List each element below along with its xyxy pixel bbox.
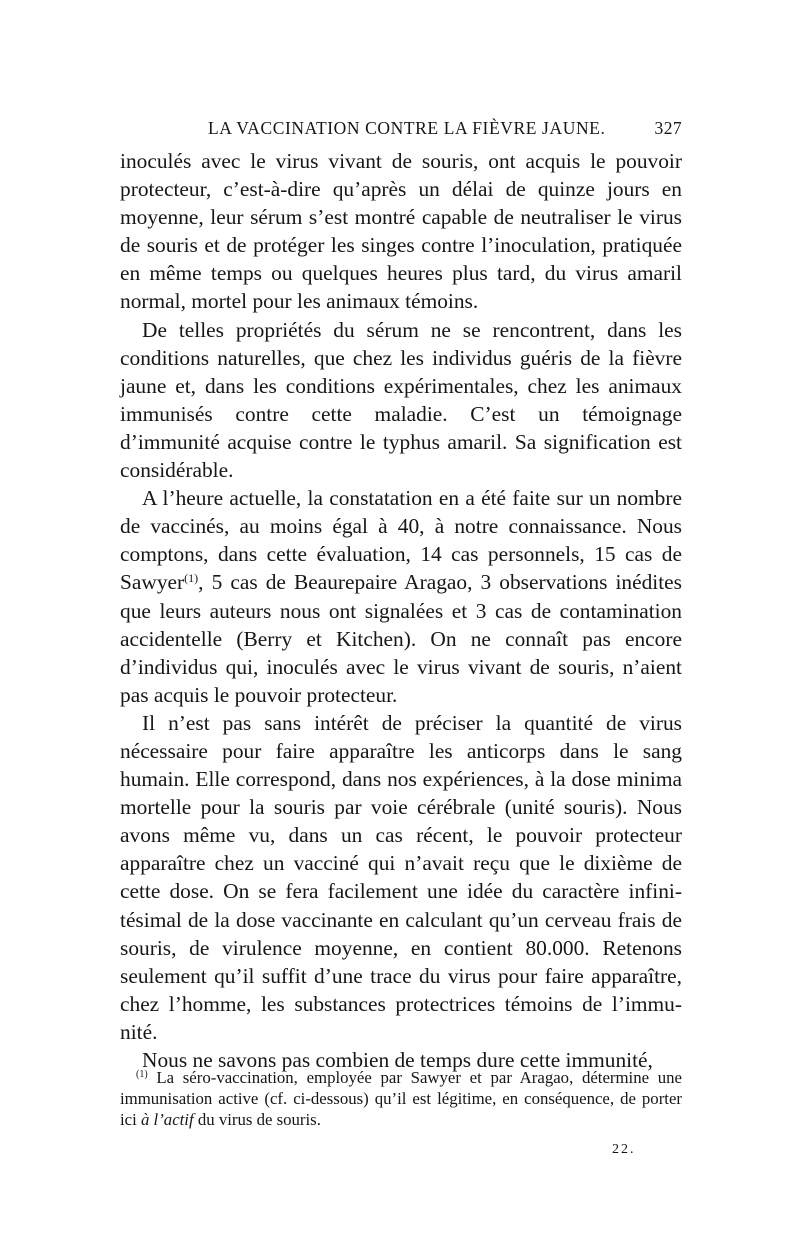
paragraph: inoculés avec le virus vivant de souris, ont acquis le pouvoir protecteur, c’est-à-dire qu’après un délai de quinze jours en moyenne, leur sérum s’est montré capable de neutraliser le virus de souris et de protéger les singes contre l’inoculation, pratiquée en même temps ou quelques heures plus tard, du virus amaril normal, mortel pour les animaux témoins. — [120, 149, 682, 314]
footnote-text-end: du virus de souris. — [193, 1110, 321, 1130]
paragraph: Il n’est pas sans intérêt de préciser la quantité de virus nécessaire pour faire apparaître les anticorps dans le sang humain. Elle correspond, dans nos expériences, à la dose minima mortelle pour la souris par voie cérébrale (unité souris). Nous avons même vu, dans un cas récent, le pouvoir protecteur apparaître chez un vacciné qui n’avait reçu que le dixième de cette dose. On se fera facilement une idée du caractère infinitésimal de la dose vaccinante en calculant qu’un cerveau frais de souris, de virulence moyenne, en contient 80.000. Retenons seulement qu’il suffit d’une trace du virus pour faire apparaître, chez l’homme, les substances protectrices témoins de l’immunité. — [120, 710, 682, 1044]
paragraph: De telles propriétés du sérum ne se rencontrent, dans les conditions naturelles, que chez les individus guéris de la fièvre jaune et, dans les conditions expérimentales, chez les animaux immunisés contre cette maladie. C’est un témoignage d’immunité acquise contre le typhus amaril. Sa signification est considérable. — [120, 317, 682, 483]
signature-mark: 22. — [612, 1142, 636, 1157]
paragraph — [120, 484, 682, 709]
running-title: LA VACCINATION CONTRE LA FIÈVRE JAUNE. — [208, 118, 606, 138]
paragraph-text: , 5 cas de Beaurepaire Aragao, 3 observations inédites que leurs auteurs nous ont signalées et 3 cas de contamination accidentelle (Berry et Kitchen). On ne connaît pas encore d’individus qui, inoculés avec le virus vivant de souris, n’aient pas acquis le pouvoir protecteur. — [120, 570, 682, 707]
paragraph-text: A l’heure actuelle, la constatation en a été faite sur un nombre de vaccinés, au moins égal à 40, à notre connaissance. Nous comptons, dans cette évaluation, 14 cas personnels, 15 cas de Sawyer — [120, 486, 682, 595]
footnote-marker: (1) — [136, 1069, 148, 1080]
footnote-section — [120, 1067, 682, 1131]
paragraph: Nous ne savons pas combien de temps dure cette immunité, — [142, 1048, 653, 1072]
footnote — [120, 1067, 682, 1131]
footnote-text: La séro-vaccination, employée par Sawyer et par Aragao, détermine une immunisation active (cf. ci-dessous) qu’il est légitime, en conséquence, de porter ici — [120, 1068, 682, 1130]
running-header — [120, 118, 682, 142]
main-text — [120, 147, 682, 1074]
footnote-italic-text: à l’actif — [140, 1110, 194, 1130]
page-number: 327 — [654, 118, 682, 138]
footnote-reference: (1) — [184, 571, 199, 586]
